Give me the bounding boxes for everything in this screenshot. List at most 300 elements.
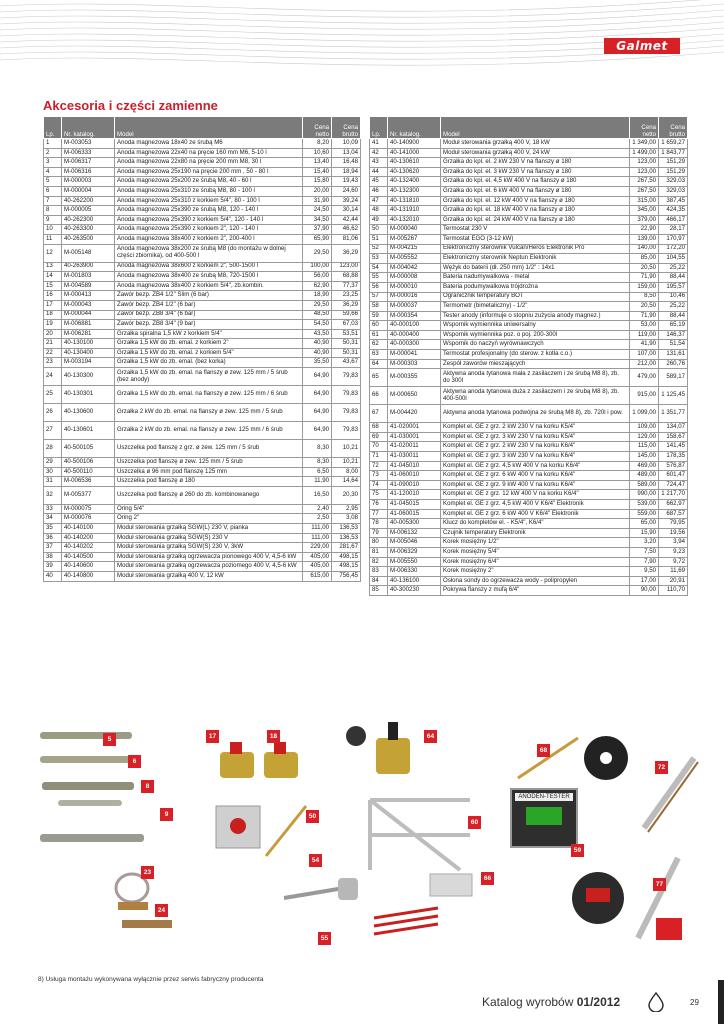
cell-catalog-nr: 40-263300: [62, 225, 115, 235]
table-row: [370, 254, 688, 264]
cell-model: Komplet el. GE z grz. 12 kW 400 V na korku K6/4": [441, 490, 630, 500]
cell-model: Zawór bezp. ZB8 3/4" (9 bar): [115, 320, 303, 330]
col-header-brutto: Cena brutto: [332, 117, 361, 139]
cell-catalog-nr: 40-130600: [62, 404, 115, 422]
cell-catalog-nr: M-005148: [62, 244, 115, 262]
cell-model: Termostat 230 V: [441, 225, 630, 235]
cell-price-brutto: 329,03: [659, 186, 688, 196]
cell-price-netto: 24,50: [303, 206, 332, 216]
cell-catalog-nr: M-006317: [62, 158, 115, 168]
product-tag-64: 64: [424, 730, 437, 743]
anode-rods-image: [38, 724, 138, 814]
cell-price-netto: 65,90: [303, 234, 332, 244]
cell-catalog-nr: M-000008: [388, 273, 441, 283]
cell-model: Anoda magnezowa 25x390 ze śrubą M8, 120 - 140 l: [115, 206, 303, 216]
catalog-issue: 01/2012: [576, 995, 621, 1009]
anode-tester-image: [510, 788, 578, 848]
table-row: [370, 471, 688, 481]
cell-catalog-nr: M-006316: [62, 167, 115, 177]
cell-price-brutto: 576,87: [659, 461, 688, 471]
cell-lp: 13: [44, 262, 62, 272]
product-tag-55: 55: [318, 932, 331, 945]
product-tag-5: 5: [103, 733, 116, 746]
table-row: [44, 234, 361, 244]
cell-catalog-nr: 40-132400: [388, 177, 441, 187]
cell-model: Grzałka 2 kW do zb. emal. na flanszy ø zew. 125 mm / 6 śrub: [115, 422, 303, 440]
cell-price-brutto: 466,17: [659, 215, 688, 225]
cell-price-netto: 54,50: [303, 320, 332, 330]
cell-lp: 44: [370, 167, 388, 177]
table-row: [370, 282, 688, 292]
cell-catalog-nr: M-006132: [388, 528, 441, 538]
cell-price-netto: 17,00: [630, 576, 659, 586]
cell-lp: 62: [370, 340, 388, 350]
cell-lp: 49: [370, 215, 388, 225]
cell-price-brutto: 39,24: [332, 196, 361, 206]
cell-price-brutto: 43,67: [332, 358, 361, 368]
cell-lp: 78: [370, 519, 388, 529]
cell-model: Grzałka 2 kW do zb. emal. na flanszy ø zew. 125 mm / 5 śrub: [115, 404, 303, 422]
cell-price-brutto: 195,57: [659, 282, 688, 292]
cell-lp: 7: [44, 196, 62, 206]
cell-price-netto: 31,90: [303, 196, 332, 206]
table-row: [370, 292, 688, 302]
cell-model: Korek mosiężny 6/4": [441, 557, 630, 567]
table-row: [370, 461, 688, 471]
cell-price-netto: 109,00: [630, 423, 659, 433]
cell-price-brutto: 79,83: [332, 422, 361, 440]
cell-price-brutto: 172,20: [659, 244, 688, 254]
cell-price-brutto: 36,29: [332, 244, 361, 262]
table-row: [370, 244, 688, 254]
cell-price-netto: 43,50: [303, 329, 332, 339]
table-row: [44, 320, 361, 330]
cell-lp: 1: [44, 139, 62, 149]
cell-lp: 23: [44, 358, 62, 368]
cell-price-brutto: 498,15: [332, 562, 361, 572]
table-row: [370, 196, 688, 206]
cell-model: Grzałka do kpl. el. 4,5 kW 400 V na flanszy ø 180: [441, 177, 630, 187]
cell-model: Moduł sterowania grzałką 400 V, 12 kW: [115, 572, 303, 582]
cell-model: Pokrywa flanszy z mufą 6/4": [441, 586, 630, 596]
cell-price-netto: 2,50: [303, 514, 332, 524]
cell-model: Komplet el. GE z grz. 6 kW 400 V K6/4" Elektronik: [441, 509, 630, 519]
cell-model: Anoda magnezowa 38x600 z korkiem 2", 500-1500 l: [115, 262, 303, 272]
cell-model: Grzałka do kpl. el. 24 kW 400 V na flanszy ø 180: [441, 215, 630, 225]
cell-lp: 66: [370, 387, 388, 405]
cell-catalog-nr: M-003194: [62, 358, 115, 368]
cell-catalog-nr: M-000355: [388, 369, 441, 387]
table-row: [44, 572, 361, 582]
cell-catalog-nr: M-006333: [62, 148, 115, 158]
cell-lp: 72: [370, 461, 388, 471]
cell-price-brutto: 79,95: [659, 519, 688, 529]
cell-model: Termostat EGO (3-12 kW): [441, 234, 630, 244]
cell-catalog-nr: 40-132300: [388, 186, 441, 196]
cell-lp: 54: [370, 263, 388, 273]
cell-price-netto: 145,00: [630, 452, 659, 462]
cell-catalog-nr: 41-045015: [388, 500, 441, 510]
cell-price-netto: 140,00: [630, 244, 659, 254]
cell-model: Termometr (bimetaliczny) - 1/2": [441, 302, 630, 312]
table-row: [44, 562, 361, 572]
cell-lp: 34: [44, 514, 62, 524]
cell-model: Uszczelka pod flanszę ø zew. 125 mm / 5 śrub: [115, 458, 303, 468]
cell-lp: 52: [370, 244, 388, 254]
cell-lp: 69: [370, 432, 388, 442]
cell-price-brutto: 23,25: [332, 291, 361, 301]
table-row: [370, 369, 688, 387]
cell-model: Klucz do kompletów el. - K5/4", K6/4": [441, 519, 630, 529]
cell-price-netto: 85,00: [630, 254, 659, 264]
cell-price-brutto: 601,47: [659, 471, 688, 481]
cell-model: Anoda magnezowa 38x200 ze śrubą M8 (do montażu w dolnej części zbiornika), od 400-500 l: [115, 244, 303, 262]
cell-price-brutto: 2,95: [332, 504, 361, 514]
cell-price-brutto: 42,44: [332, 215, 361, 225]
cell-price-netto: 16,50: [303, 486, 332, 504]
cell-price-netto: 37,90: [303, 225, 332, 235]
cell-price-netto: 8,50: [630, 292, 659, 302]
table-row: [44, 177, 361, 187]
product-tag-24: 24: [155, 904, 168, 917]
table-row: [370, 538, 688, 548]
cell-price-brutto: 1 843,77: [659, 148, 688, 158]
product-tag-72: 72: [655, 761, 668, 774]
cell-price-netto: 212,00: [630, 359, 659, 369]
cell-price-netto: 267,50: [630, 177, 659, 187]
table-row: [370, 206, 688, 216]
cell-price-brutto: 51,54: [659, 340, 688, 350]
cell-lp: 70: [370, 442, 388, 452]
cell-price-brutto: 110,70: [659, 586, 688, 596]
product-tag-17: 17: [206, 730, 219, 743]
cell-price-brutto: 46,62: [332, 225, 361, 235]
cell-lp: 46: [370, 186, 388, 196]
cell-lp: 32: [44, 486, 62, 504]
cell-model: Moduł sterowania grzałką ogrzewacza poziomego 400 V, 4,5-6 kW: [115, 562, 303, 572]
cell-price-brutto: 158,67: [659, 432, 688, 442]
cell-model: Anoda magnezowa 38x400 z korkiem 2", 200-400 l: [115, 234, 303, 244]
cell-price-netto: 20,50: [630, 302, 659, 312]
table-row: [370, 509, 688, 519]
cell-price-brutto: 123,00: [332, 262, 361, 272]
cell-lp: 40: [44, 572, 62, 582]
cell-price-netto: 64,90: [303, 404, 332, 422]
table-row: [44, 167, 361, 177]
cell-catalog-nr: 40-130100: [62, 339, 115, 349]
cell-model: Aktywna anoda tytanowa duża z zasilaczem i ze śrubą M8 8), zb. 400-500l: [441, 387, 630, 405]
cell-model: Anoda magnezowa 38x400 ze śrubą M8, 720-1500 l: [115, 272, 303, 282]
cell-catalog-nr: M-005267: [388, 234, 441, 244]
cell-price-netto: 123,00: [630, 167, 659, 177]
cell-catalog-nr: M-000650: [388, 387, 441, 405]
cell-catalog-nr: M-006330: [388, 567, 441, 577]
product-gallery: [38, 718, 706, 954]
table-row: [370, 263, 688, 273]
cell-price-brutto: 9,23: [659, 547, 688, 557]
brackets-image: [360, 790, 490, 880]
cell-lp: 83: [370, 567, 388, 577]
cell-lp: 58: [370, 302, 388, 312]
cell-model: Grzałka 1,5 kW do zb. emal. z korkiem 5/4": [115, 348, 303, 358]
table-row: [44, 244, 361, 262]
cell-model: Czujnik temperatury Elektronik: [441, 528, 630, 538]
cell-price-netto: 111,00: [303, 524, 332, 534]
cell-price-netto: 7,90: [630, 557, 659, 567]
cell-lp: 61: [370, 330, 388, 340]
cell-price-netto: 15,80: [303, 177, 332, 187]
cell-price-netto: 100,00: [303, 262, 332, 272]
catalog-label: [482, 995, 620, 1009]
table-row: [44, 440, 361, 458]
cell-model: Wspornik wymiennika uniwersalny: [441, 321, 630, 331]
table-row: [370, 225, 688, 235]
catalog-text: Katalog wyrobów: [482, 995, 574, 1009]
cell-catalog-nr: 40-140100: [62, 524, 115, 534]
cell-lp: 17: [44, 300, 62, 310]
cell-model: Anoda magnezowa 25x310 ze śrubą M8, 80 - 100 l: [115, 186, 303, 196]
cell-price-netto: 15,90: [630, 528, 659, 538]
cell-catalog-nr: 40-262300: [62, 215, 115, 225]
cell-model: Moduł sterowania grzałką ogrzewacza pionowego 400 V, 4,5-6 kW: [115, 552, 303, 562]
table-row: [370, 167, 688, 177]
cell-lp: 67: [370, 405, 388, 423]
table-row: [44, 291, 361, 301]
cell-price-netto: 123,00: [630, 158, 659, 168]
cell-price-netto: 62,90: [303, 281, 332, 291]
cell-catalog-nr: 40-300230: [388, 586, 441, 596]
cell-model: Moduł sterowania grzałką 400 V, 18 kW: [441, 139, 630, 149]
cell-price-brutto: 67,03: [332, 320, 361, 330]
table-row: [44, 158, 361, 168]
cell-catalog-nr: M-000016: [388, 292, 441, 302]
table-row: [44, 458, 361, 468]
cell-lp: 28: [44, 440, 62, 458]
table-row: [44, 404, 361, 422]
cell-price-brutto: 141,45: [659, 442, 688, 452]
cell-price-netto: 71,90: [630, 311, 659, 321]
cell-catalog-nr: M-004215: [388, 244, 441, 254]
cell-catalog-nr: M-004042: [388, 263, 441, 273]
cell-model: Tester anody (informuje o stopniu zużycia anody magnez.): [441, 311, 630, 321]
cell-model: Oring 2": [115, 514, 303, 524]
cell-catalog-nr: 40-000400: [388, 330, 441, 340]
cell-price-brutto: 81,06: [332, 234, 361, 244]
cell-price-brutto: 1 125,45: [659, 387, 688, 405]
table-row: [44, 543, 361, 553]
cell-lp: 43: [370, 158, 388, 168]
cell-lp: 24: [44, 368, 62, 386]
table-row: [44, 139, 361, 149]
cell-price-netto: 40,90: [303, 339, 332, 349]
cell-model: Grzałka do kpl. el. 12 kW 400 V na flanszy ø 180: [441, 196, 630, 206]
cell-price-brutto: 170,97: [659, 234, 688, 244]
table-row: [44, 281, 361, 291]
cell-catalog-nr: M-000413: [62, 291, 115, 301]
cell-lp: 63: [370, 350, 388, 360]
table-row: [44, 486, 361, 504]
cell-catalog-nr: 40-130610: [388, 158, 441, 168]
cell-price-brutto: 3,94: [659, 538, 688, 548]
cell-price-brutto: 77,37: [332, 281, 361, 291]
cell-price-brutto: 79,83: [332, 386, 361, 404]
cell-lp: 74: [370, 480, 388, 490]
cell-catalog-nr: M-001803: [62, 272, 115, 282]
table-row: [44, 467, 361, 477]
product-tag-9: 9: [160, 808, 173, 821]
cell-catalog-nr: 40-140900: [388, 139, 441, 149]
cell-catalog-nr: 40-130400: [62, 348, 115, 358]
cell-price-brutto: 151,29: [659, 167, 688, 177]
titanium-anode-image: [368, 868, 488, 948]
col-header-model: Model: [441, 117, 630, 139]
cell-model: Anoda magnezowa 22x40 na pręcie 160 mm M6, 5-10 l: [115, 148, 303, 158]
heating-kit-image: [634, 748, 704, 838]
cell-price-brutto: 20,91: [659, 576, 688, 586]
cell-price-brutto: 13,04: [332, 148, 361, 158]
cell-catalog-nr: 40-500106: [62, 458, 115, 468]
cell-price-brutto: 50,31: [332, 348, 361, 358]
table-row: [44, 148, 361, 158]
cell-price-netto: 64,90: [303, 386, 332, 404]
product-tag-18: 18: [267, 730, 280, 743]
cell-price-brutto: 25,22: [659, 263, 688, 273]
cell-price-brutto: 10,21: [332, 440, 361, 458]
table-row: [44, 348, 361, 358]
cell-lp: 38: [44, 552, 62, 562]
table-row: [370, 359, 688, 369]
cell-lp: 42: [370, 148, 388, 158]
cell-lp: 76: [370, 500, 388, 510]
cell-price-netto: 34,50: [303, 215, 332, 225]
cell-price-netto: 53,00: [630, 321, 659, 331]
cell-model: Korek mosiężny 2": [441, 567, 630, 577]
cell-price-netto: 559,00: [630, 509, 659, 519]
cell-lp: 59: [370, 311, 388, 321]
table-row: [370, 148, 688, 158]
cell-price-netto: 6,50: [303, 467, 332, 477]
table-row: [370, 340, 688, 350]
cell-price-netto: 71,90: [630, 273, 659, 283]
page-number: 29: [690, 998, 699, 1007]
cell-price-netto: 10,60: [303, 148, 332, 158]
cell-lp: 29: [44, 458, 62, 468]
cell-model: Termostat profesjonalny (do sterow. z kotła c.o.): [441, 350, 630, 360]
product-tag-6: 6: [128, 755, 141, 768]
cell-lp: 15: [44, 281, 62, 291]
cell-price-brutto: 11,69: [659, 567, 688, 577]
cell-model: Komplet el. GE z grz. 4,5 kW 400 V na korku K6/4": [441, 461, 630, 471]
cell-lp: 37: [44, 543, 62, 553]
cell-catalog-nr: 41-020001: [388, 423, 441, 433]
table-row: [370, 158, 688, 168]
faucet-image: [274, 868, 364, 928]
cell-model: Anoda magnezowa 38x400 z korkiem 5/4", zb.kombin.: [115, 281, 303, 291]
table-row: [44, 186, 361, 196]
cell-lp: 6: [44, 186, 62, 196]
cell-catalog-nr: M-005377: [62, 486, 115, 504]
cell-catalog-nr: 40-136100: [388, 576, 441, 586]
cell-model: Zawór bezp. ZB8 3/4" (6 bar): [115, 310, 303, 320]
cell-catalog-nr: 41-060015: [388, 509, 441, 519]
cell-lp: 18: [44, 310, 62, 320]
cell-catalog-nr: M-000040: [388, 225, 441, 235]
cell-price-netto: 65,00: [630, 519, 659, 529]
table-row: [370, 321, 688, 331]
galmet-logo: Galmet: [604, 38, 680, 54]
cell-price-netto: 159,00: [630, 282, 659, 292]
cell-price-netto: 539,00: [630, 500, 659, 510]
cell-price-brutto: 136,53: [332, 524, 361, 534]
cell-price-brutto: 662,97: [659, 500, 688, 510]
cell-price-netto: 379,00: [630, 215, 659, 225]
cell-model: Uszczelka pod flanszę ø 180: [115, 477, 303, 487]
cell-catalog-nr: M-000041: [388, 350, 441, 360]
col-header-brutto: Cena brutto: [659, 117, 688, 139]
anode-rod-long-image: [38, 812, 148, 862]
page-header: [0, 0, 724, 72]
cell-price-brutto: 589,17: [659, 369, 688, 387]
col-header-catalog-nr: Nr. katalog.: [62, 117, 115, 139]
table-row: [370, 177, 688, 187]
cell-model: Grzałka 1,5 kW do zb. emal. na flanszy ø zew. 125 mm / 5 śrub (bez anody): [115, 368, 303, 386]
cell-price-netto: 29,50: [303, 244, 332, 262]
wave-lines-decoration: [0, 0, 724, 72]
cell-price-netto: 2,40: [303, 504, 332, 514]
cell-price-brutto: 687,57: [659, 509, 688, 519]
cell-catalog-nr: 40-130301: [62, 386, 115, 404]
cell-lp: 50: [370, 225, 388, 235]
cell-price-netto: 90,00: [630, 586, 659, 596]
cell-catalog-nr: 41-020011: [388, 442, 441, 452]
cell-lp: 65: [370, 369, 388, 387]
cell-catalog-nr: 40-005300: [388, 519, 441, 529]
cell-lp: 4: [44, 167, 62, 177]
cell-price-netto: 405,00: [303, 552, 332, 562]
product-tag-8: 8: [141, 780, 154, 793]
cell-price-netto: 107,00: [630, 350, 659, 360]
cell-lp: 30: [44, 467, 62, 477]
cell-price-netto: 11,90: [303, 477, 332, 487]
cell-price-brutto: 136,53: [332, 533, 361, 543]
table-row: [370, 576, 688, 586]
cell-lp: 79: [370, 528, 388, 538]
cell-catalog-nr: 40-500110: [62, 467, 115, 477]
cell-price-netto: 479,00: [630, 369, 659, 387]
cell-price-netto: 615,00: [303, 572, 332, 582]
cell-price-netto: 1 349,00: [630, 139, 659, 149]
col-header-lp: Lp.: [44, 117, 62, 139]
table-row: [370, 432, 688, 442]
table-row: [370, 557, 688, 567]
table-row: [370, 528, 688, 538]
cell-catalog-nr: 41-090010: [388, 480, 441, 490]
cell-model: Anoda magnezowa 25x310 z korkiem 5/4", 80 - 100 l: [115, 196, 303, 206]
cell-price-brutto: 10,09: [332, 139, 361, 149]
cell-catalog-nr: M-000076: [62, 514, 115, 524]
cell-catalog-nr: M-000037: [388, 302, 441, 312]
cell-catalog-nr: 41-045010: [388, 461, 441, 471]
cell-lp: 73: [370, 471, 388, 481]
cell-price-netto: 915,00: [630, 387, 659, 405]
cell-lp: 5: [44, 177, 62, 187]
cell-model: Wężyk do baterii (dł. 250 mm) 1/2" : 14x1: [441, 263, 630, 273]
cell-catalog-nr: M-004420: [388, 405, 441, 423]
cell-price-brutto: 24,60: [332, 186, 361, 196]
cell-price-brutto: 498,15: [332, 552, 361, 562]
cell-catalog-nr: M-000003: [62, 177, 115, 187]
table-row: [370, 452, 688, 462]
